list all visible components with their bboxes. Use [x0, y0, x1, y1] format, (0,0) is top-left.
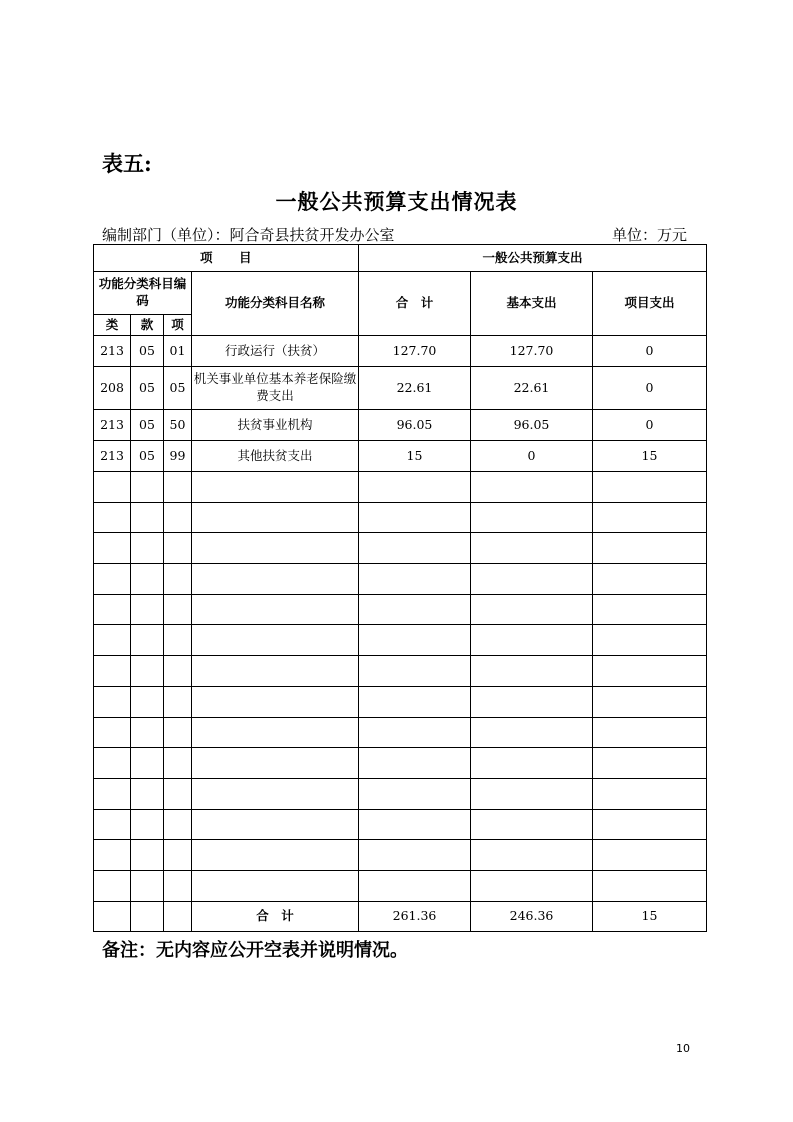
header-name: 功能分类科目名称	[192, 272, 359, 336]
cell-total: 127.70	[359, 336, 471, 367]
empty-cell	[131, 748, 164, 779]
empty-row	[94, 472, 707, 503]
empty-cell	[164, 809, 192, 840]
unit-line: 单位：万元	[612, 226, 688, 244]
cell-item: 0	[593, 367, 707, 410]
empty-cell	[192, 533, 359, 564]
empty-cell	[359, 533, 471, 564]
empty-cell	[164, 656, 192, 687]
cell-basic: 96.05	[471, 410, 593, 441]
header-project: 项 目	[94, 245, 359, 272]
cell-basic: 0	[471, 441, 593, 472]
cell-total: 96.05	[359, 410, 471, 441]
cell-name: 机关事业单位基本养老保险缴费支出	[192, 367, 359, 410]
budget-table	[93, 244, 707, 932]
cell-item: 15	[593, 441, 707, 472]
empty-cell	[164, 502, 192, 533]
empty-cell	[94, 717, 131, 748]
cell-kuan: 05	[131, 410, 164, 441]
empty-row	[94, 656, 707, 687]
empty-cell	[192, 809, 359, 840]
empty-cell	[164, 564, 192, 595]
empty-cell	[94, 533, 131, 564]
empty-cell	[471, 686, 593, 717]
total-blank	[131, 901, 164, 931]
empty-cell	[192, 748, 359, 779]
header-lei: 类	[94, 315, 131, 336]
header-xiang: 项	[164, 315, 192, 336]
empty-cell	[471, 748, 593, 779]
empty-cell	[94, 778, 131, 809]
header-basic: 基本支出	[471, 272, 593, 336]
empty-cell	[359, 686, 471, 717]
cell-total: 15	[359, 441, 471, 472]
empty-cell	[359, 656, 471, 687]
empty-cell	[131, 656, 164, 687]
header-budget: 一般公共预算支出	[359, 245, 707, 272]
table-row	[94, 336, 707, 367]
empty-cell	[593, 840, 707, 871]
empty-cell	[471, 840, 593, 871]
empty-cell	[471, 809, 593, 840]
empty-cell	[471, 533, 593, 564]
empty-cell	[164, 594, 192, 625]
empty-cell	[471, 717, 593, 748]
empty-cell	[593, 686, 707, 717]
total-label: 合 计	[192, 901, 359, 931]
total-row	[94, 901, 707, 931]
page-title: 一般公共预算支出情况表	[275, 189, 518, 214]
empty-cell	[593, 656, 707, 687]
empty-cell	[164, 625, 192, 656]
cell-lei: 213	[94, 410, 131, 441]
empty-row	[94, 778, 707, 809]
empty-cell	[131, 778, 164, 809]
empty-cell	[359, 717, 471, 748]
cell-xiang: 05	[164, 367, 192, 410]
empty-row	[94, 748, 707, 779]
cell-total: 22.61	[359, 367, 471, 410]
empty-cell	[192, 717, 359, 748]
empty-cell	[94, 564, 131, 595]
page-number: 10	[676, 1042, 690, 1055]
header-kuan: 款	[131, 315, 164, 336]
cell-basic: 127.70	[471, 336, 593, 367]
empty-cell	[131, 809, 164, 840]
empty-cell	[593, 502, 707, 533]
empty-cell	[593, 778, 707, 809]
empty-row	[94, 625, 707, 656]
total-sum: 261.36	[359, 901, 471, 931]
empty-row	[94, 840, 707, 871]
empty-cell	[94, 594, 131, 625]
cell-name: 行政运行（扶贫）	[192, 336, 359, 367]
empty-cell	[131, 564, 164, 595]
cell-xiang: 99	[164, 441, 192, 472]
empty-row	[94, 564, 707, 595]
empty-cell	[192, 502, 359, 533]
table-row	[94, 410, 707, 441]
empty-row	[94, 594, 707, 625]
empty-cell	[471, 778, 593, 809]
empty-row	[94, 717, 707, 748]
empty-cell	[131, 625, 164, 656]
cell-kuan: 05	[131, 336, 164, 367]
empty-cell	[359, 840, 471, 871]
total-basic: 246.36	[471, 901, 593, 931]
cell-lei: 213	[94, 336, 131, 367]
empty-cell	[471, 625, 593, 656]
empty-cell	[164, 686, 192, 717]
empty-cell	[593, 533, 707, 564]
total-blank	[94, 901, 131, 931]
empty-cell	[359, 778, 471, 809]
empty-cell	[164, 840, 192, 871]
total-item: 15	[593, 901, 707, 931]
empty-cell	[164, 870, 192, 901]
empty-cell	[94, 809, 131, 840]
empty-cell	[471, 656, 593, 687]
empty-cell	[593, 594, 707, 625]
cell-lei: 208	[94, 367, 131, 410]
empty-cell	[192, 564, 359, 595]
empty-cell	[471, 594, 593, 625]
empty-cell	[471, 870, 593, 901]
empty-cell	[94, 686, 131, 717]
empty-cell	[359, 625, 471, 656]
empty-cell	[94, 472, 131, 503]
empty-row	[94, 533, 707, 564]
cell-item: 0	[593, 336, 707, 367]
empty-cell	[359, 809, 471, 840]
department-line: 编制部门（单位）：阿合奇县扶贫开发办公室	[102, 226, 395, 244]
empty-cell	[192, 778, 359, 809]
cell-basic: 22.61	[471, 367, 593, 410]
table-row	[94, 441, 707, 472]
empty-cell	[131, 840, 164, 871]
cell-name: 其他扶贫支出	[192, 441, 359, 472]
empty-row	[94, 686, 707, 717]
empty-cell	[94, 502, 131, 533]
empty-cell	[164, 717, 192, 748]
empty-cell	[593, 625, 707, 656]
empty-cell	[164, 472, 192, 503]
empty-cell	[471, 502, 593, 533]
empty-cell	[164, 748, 192, 779]
empty-cell	[192, 472, 359, 503]
header-item: 项目支出	[593, 272, 707, 336]
empty-cell	[359, 748, 471, 779]
empty-cell	[94, 840, 131, 871]
empty-cell	[94, 656, 131, 687]
empty-row	[94, 809, 707, 840]
cell-xiang: 50	[164, 410, 192, 441]
empty-cell	[131, 686, 164, 717]
empty-cell	[192, 625, 359, 656]
empty-cell	[192, 686, 359, 717]
empty-cell	[164, 778, 192, 809]
empty-cell	[192, 870, 359, 901]
cell-item: 0	[593, 410, 707, 441]
empty-cell	[131, 502, 164, 533]
empty-cell	[593, 472, 707, 503]
empty-cell	[359, 870, 471, 901]
empty-row	[94, 502, 707, 533]
empty-cell	[192, 840, 359, 871]
cell-xiang: 01	[164, 336, 192, 367]
empty-cell	[131, 533, 164, 564]
empty-cell	[94, 625, 131, 656]
cell-kuan: 05	[131, 441, 164, 472]
empty-cell	[94, 870, 131, 901]
empty-cell	[131, 870, 164, 901]
empty-cell	[593, 809, 707, 840]
header-code: 功能分类科目编码	[94, 272, 192, 315]
cell-lei: 213	[94, 441, 131, 472]
footnote: 备注：无内容应公开空表并说明情况。	[102, 940, 408, 961]
table-label: 表五:	[102, 151, 152, 176]
empty-cell	[471, 564, 593, 595]
empty-cell	[593, 748, 707, 779]
empty-cell	[192, 656, 359, 687]
empty-cell	[131, 594, 164, 625]
cell-name: 扶贫事业机构	[192, 410, 359, 441]
total-blank	[164, 901, 192, 931]
empty-cell	[131, 472, 164, 503]
empty-cell	[593, 717, 707, 748]
empty-row	[94, 870, 707, 901]
table-row	[94, 367, 707, 410]
empty-cell	[359, 594, 471, 625]
empty-cell	[359, 472, 471, 503]
empty-cell	[593, 870, 707, 901]
header-total: 合 计	[359, 272, 471, 336]
empty-cell	[192, 594, 359, 625]
empty-cell	[471, 472, 593, 503]
empty-cell	[94, 748, 131, 779]
empty-cell	[359, 564, 471, 595]
empty-cell	[164, 533, 192, 564]
cell-kuan: 05	[131, 367, 164, 410]
empty-cell	[359, 502, 471, 533]
empty-cell	[593, 564, 707, 595]
empty-cell	[131, 717, 164, 748]
